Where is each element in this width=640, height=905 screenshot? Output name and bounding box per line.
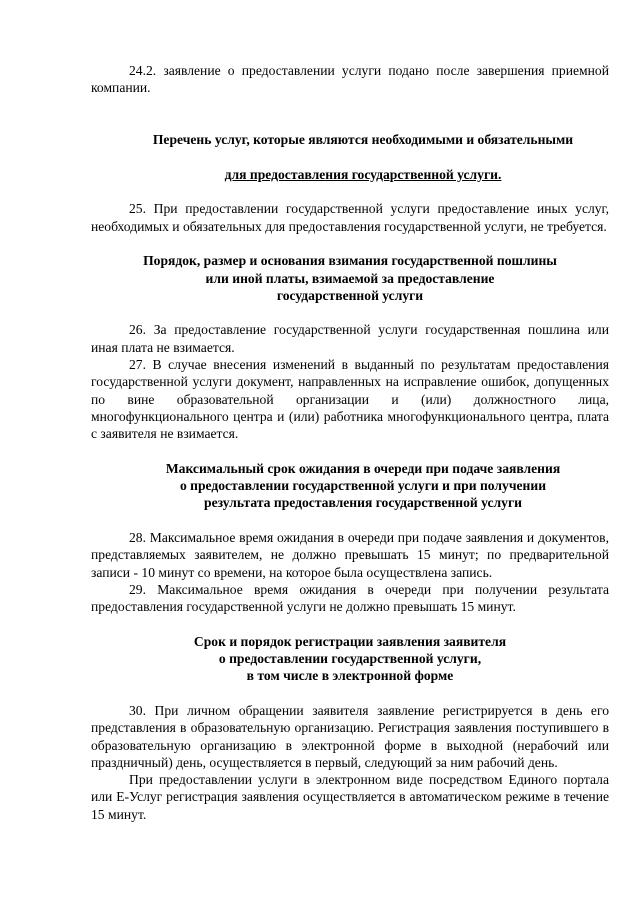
- document-page: [91, 62, 609, 823]
- heading-required-services-line2: для предоставления государственной услуги.: [224, 166, 502, 182]
- paragraph-26: 26. За предоставление государственной услуги государственная пошлина или иная плата не взимается.: [91, 322, 609, 355]
- heading-registration: Срок и порядок регистрации заявления заявителя о предоставлении государственной услуги, в том числе в электронной форме: [193, 633, 507, 684]
- paragraph-27: 27. В случае внесения изменений в выданный по результатам предоставления государственной услуги документ, направленных на исправление ошибок, допущенных по вине образовательной организации и (или) должностного лица, многофункционального центра и (или) работника многофункционального центра, плата с заявителя не взимается.: [91, 357, 609, 442]
- spacer: [91, 183, 609, 200]
- spacer: [91, 443, 609, 460]
- paragraph-28: 28. Максимальное время ожидания в очереди при подаче заявления и документов, представляемых заявителем, не должно превышать 15 минут; по предварительной записи - 10 минут со времени, на которое была осуществлена запись.: [91, 530, 609, 580]
- paragraph-29: 29. Максимальное время ожидания в очереди при получении результата предоставления государственной услуги не должно превышать 15 минут.: [91, 581, 609, 615]
- heading-queue-time: Максимальный срок ожидания в очереди при подаче заявления о предоставлении государственной услуги и при получении результата предоставления государственной услуги: [165, 460, 561, 511]
- spacer: [91, 616, 609, 633]
- paragraph-25: 25. При предоставлении государственной услуги предоставление иных услуг, необходимых и обязательных для предоставления государственной услуги, не требуется.: [91, 201, 609, 234]
- paragraph-30: 30. При личном обращении заявителя заявление регистрируется в день его представления в образовательную организацию. Регистрация заявления поступившего в образовательную организацию в электронной форме в выходной (нерабочий или праздничный) день, осуществляется в первый, следующий за ним рабочий день.: [91, 702, 609, 770]
- spacer: [91, 97, 609, 114]
- spacer: [91, 235, 609, 252]
- paragraph-24-2: 24.2. заявление о предоставлении услуги подано после завершения приемной компании.: [91, 63, 609, 96]
- paragraph-30-electronic: При предоставлении услуги в электронном виде посредством Единого портала или Е-Услуг регистрация заявления осуществляется в автоматическом режиме в течение 15 минут.: [91, 772, 609, 822]
- spacer: [91, 685, 609, 702]
- heading-state-fee: Порядок, размер и основания взимания государственной пошлины или иной платы, взимаемой за предоставление государственной услуги: [143, 253, 557, 303]
- heading-required-services: [91, 114, 609, 183]
- spacer: [91, 304, 609, 321]
- spacer: [91, 512, 609, 529]
- heading-required-services-line1: Перечень услуг, которые являются необходимыми и обязательными: [152, 132, 574, 148]
